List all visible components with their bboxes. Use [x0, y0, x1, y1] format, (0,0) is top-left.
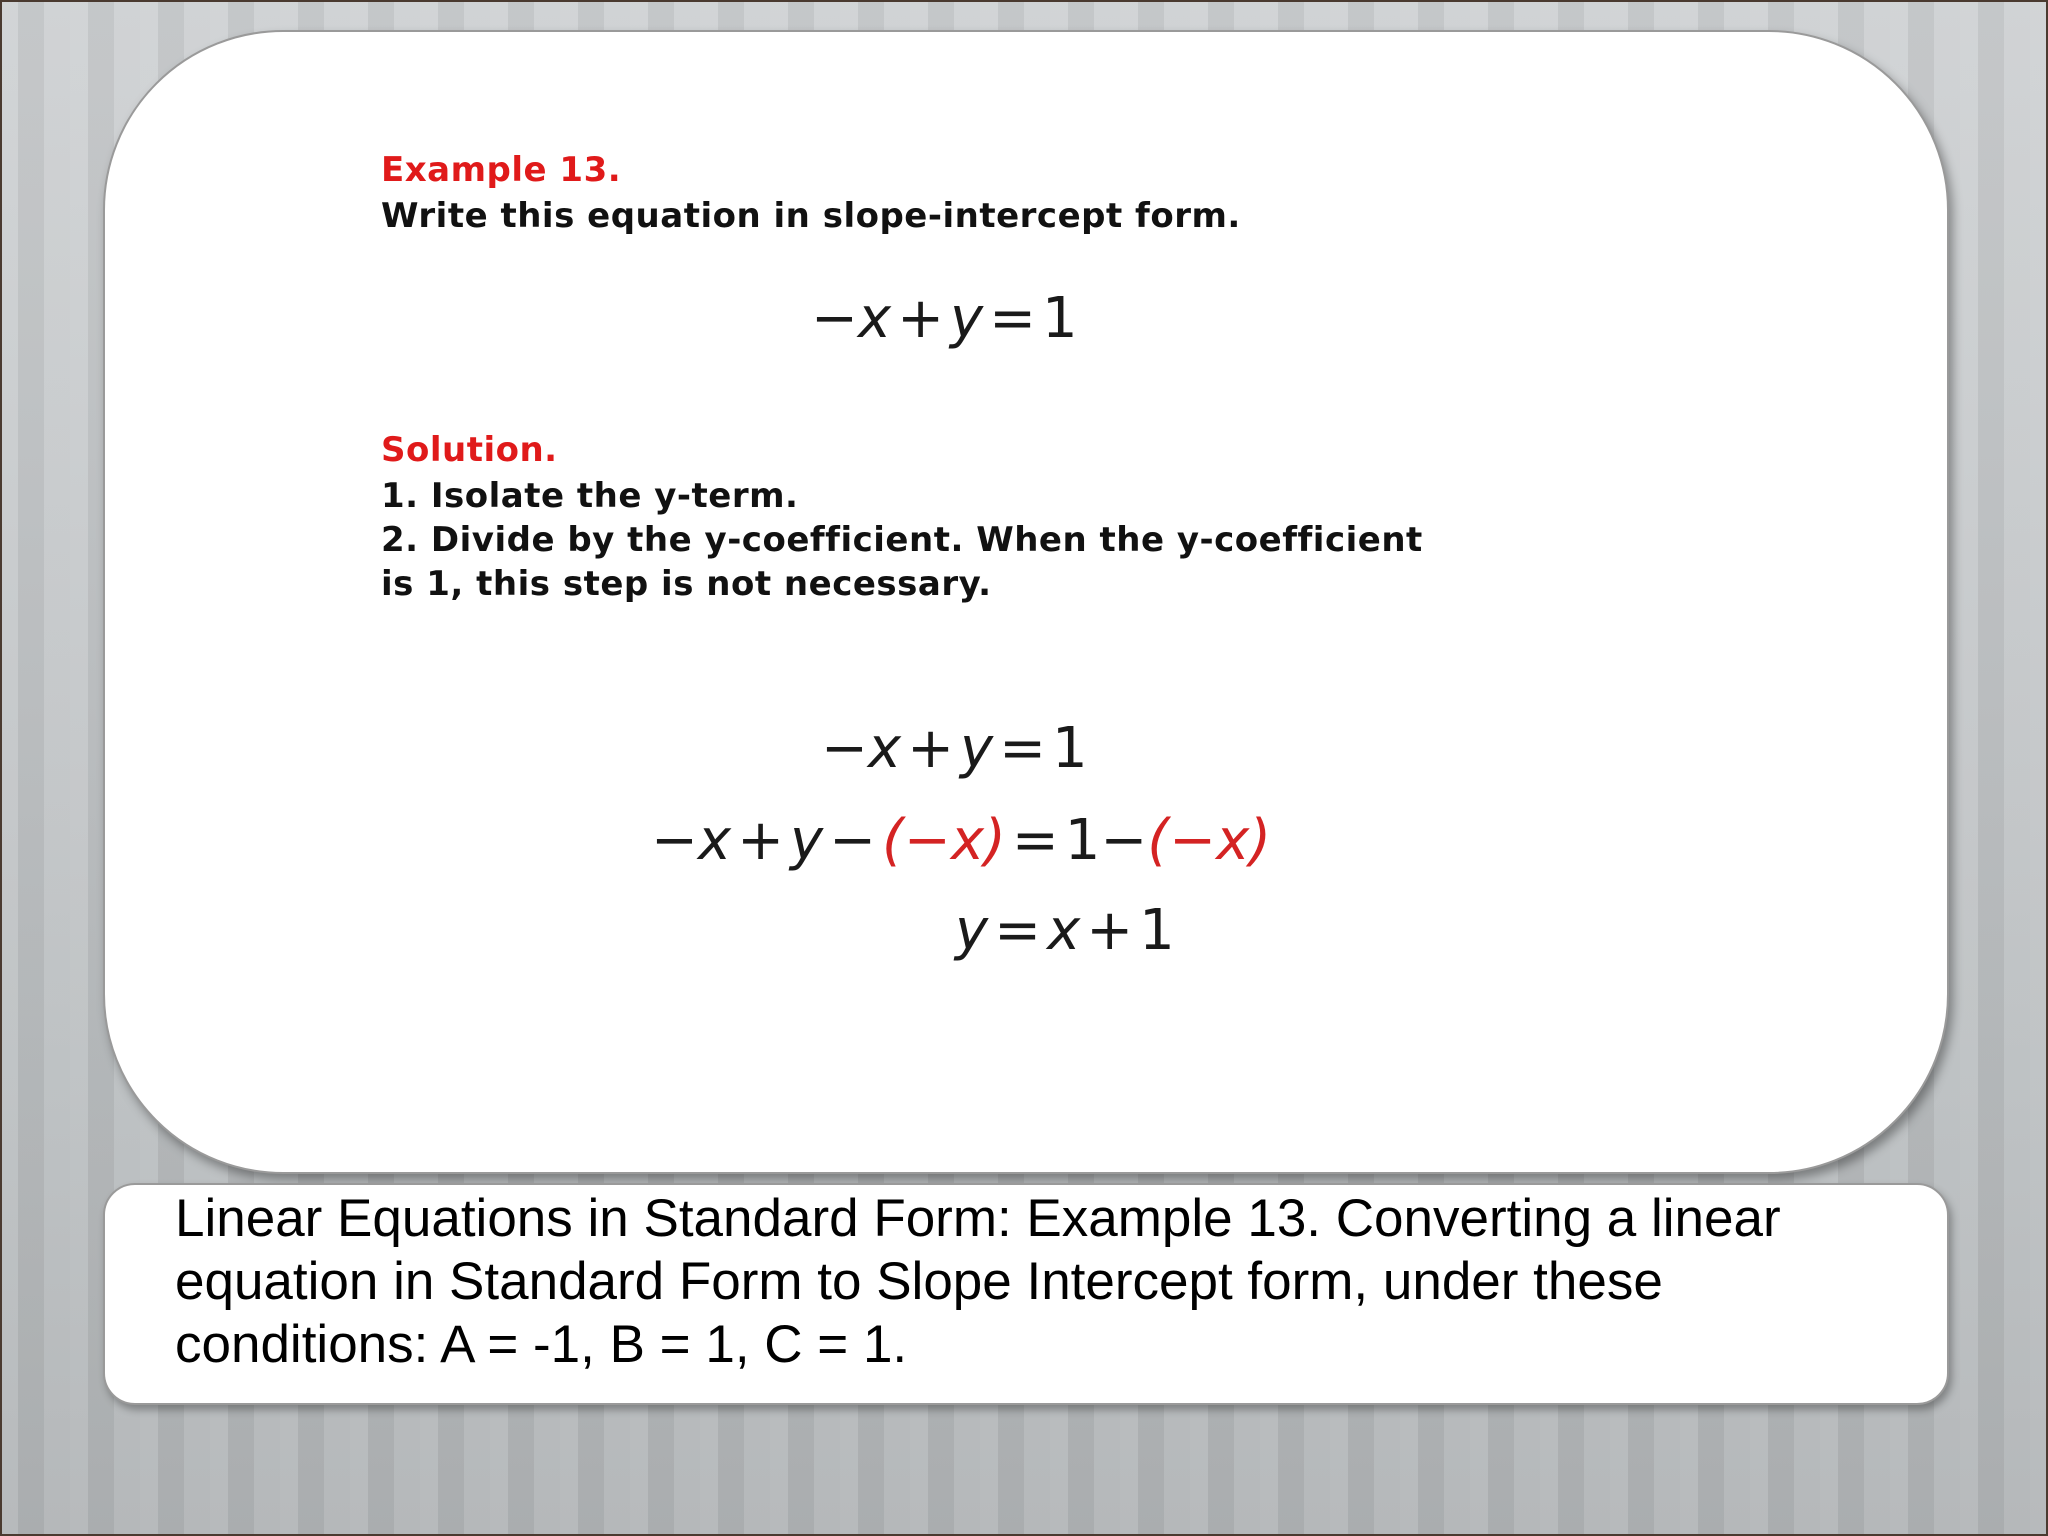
eq-operator: = [999, 716, 1047, 781]
caption-text: Linear Equations in Standard Form: Example 13. Converting a linear equation in Standard Form to Slope Intercept form, under these conditions: A = -1, B = 1, C = 1. [175, 1189, 1781, 1374]
eq-operator: + [907, 716, 954, 781]
eq-term: x [1047, 898, 1081, 963]
eq-term: y [949, 286, 984, 351]
solution-step: 2. Divide by the y-coefficient. When the y-coefficient [381, 520, 1423, 560]
highlighted-term: (−x) [1147, 808, 1272, 873]
slide-card [103, 30, 1949, 1174]
eq-term: 1 [1042, 286, 1078, 351]
eq-term: 1 [1052, 716, 1088, 781]
work-line-1 [821, 716, 1088, 781]
eq-term: y [789, 808, 824, 873]
eq-term: 1 [1139, 898, 1175, 963]
eq-operator: − [829, 808, 877, 873]
eq-operator: + [737, 808, 784, 873]
given-equation [811, 286, 1078, 351]
work-line-2 [651, 808, 1271, 873]
eq-operator: + [897, 286, 944, 351]
eq-term: −x [821, 716, 902, 781]
solution-label: Solution. [381, 430, 558, 470]
eq-term: 1− [1064, 808, 1148, 873]
eq-term: −x [811, 286, 892, 351]
example-label: Example 13. [381, 150, 622, 190]
eq-operator: + [1086, 898, 1134, 963]
eq-term: −x [651, 808, 732, 873]
instruction-text: Write this equation in slope-intercept form. [381, 196, 1241, 236]
eq-operator: = [1011, 808, 1059, 873]
work-line-3 [955, 898, 1175, 963]
eq-operator: = [994, 898, 1042, 963]
eq-operator: = [989, 286, 1037, 351]
highlighted-term: (−x) [882, 808, 1006, 873]
eq-term: y [955, 898, 989, 963]
solution-step: is 1, this step is not necessary. [381, 564, 992, 604]
caption-box [103, 1183, 1949, 1405]
solution-step: 1. Isolate the y-term. [381, 476, 799, 516]
eq-term: y [959, 716, 994, 781]
